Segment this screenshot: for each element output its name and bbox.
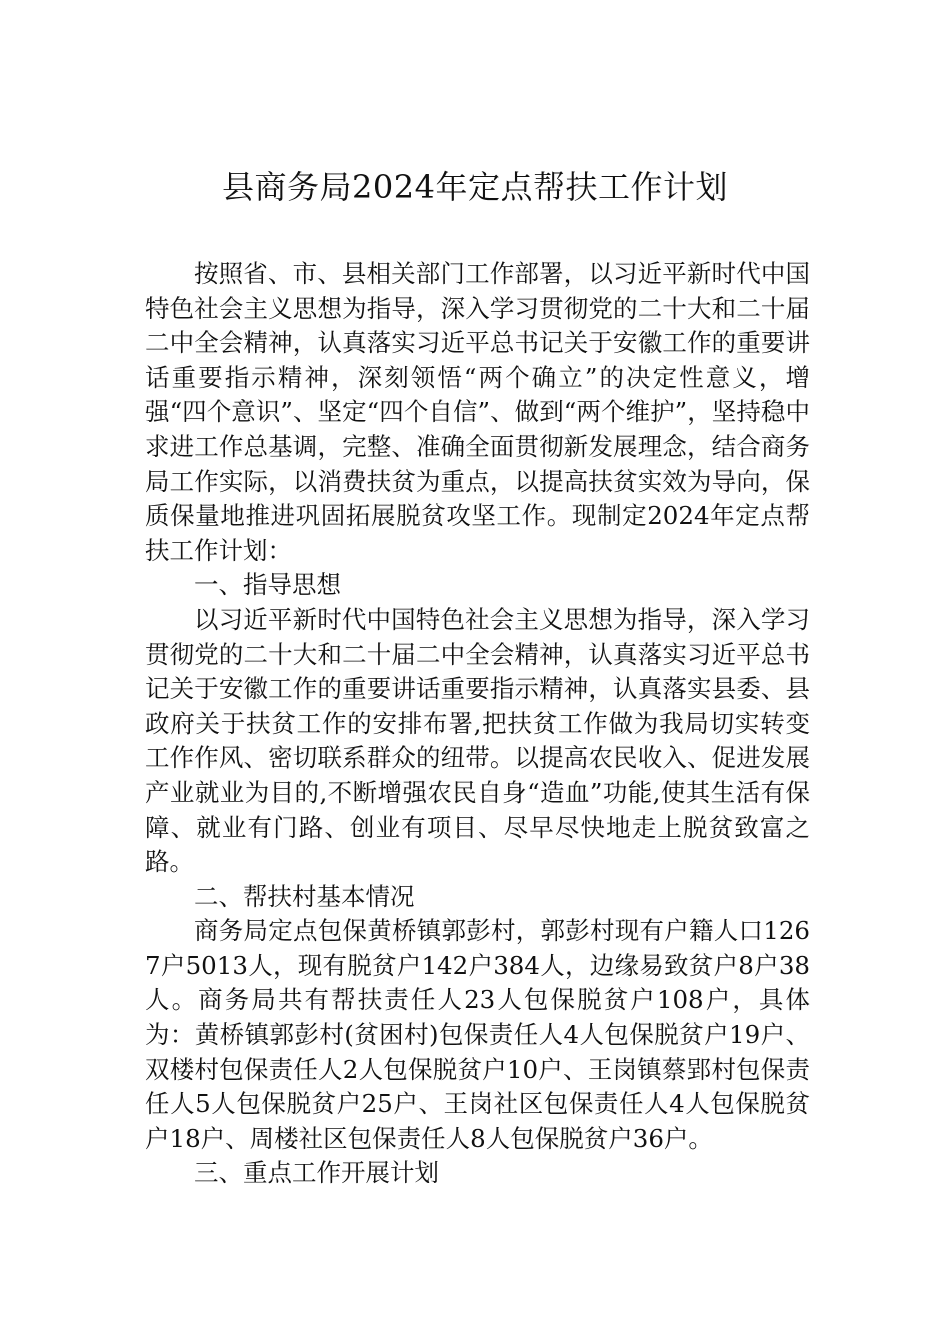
document-body <box>145 257 810 1191</box>
section-paragraph-guiding-ideology: 以习近平新时代中国特色社会主义思想为指导，深入学习贯彻党的二十大和二十届二中全会精神，认真落实习近平总书记关于安徽工作的重要讲话重要指示精神，认真落实县委、县政府关于扶贫工作的安排布署,把扶贫工作做为我局切实转变工作作风、密切联系群众的纽带。以提高农民收入、促进发展产业就业为目的,不断增强农民自身“造血”功能,使其生活有保障、就业有门路、创业有项目、尽早尽快地走上脱贫致富之路。 <box>145 604 810 877</box>
section-heading-guiding-ideology: 一、指导思想 <box>194 570 341 600</box>
document-title: 县商务局2024年定点帮扶工作计划 <box>222 168 728 206</box>
section-heading-village-situation: 二、帮扶村基本情况 <box>194 881 415 911</box>
section-paragraph-village-situation: 商务局定点包保黄桥镇郭彭村，郭彭村现有户籍人口1267户5013人，现有脱贫户142户384人，边缘易致贫户8户38人。商务局共有帮扶责任人23人包保脱贫户108户，具体为：黄桥镇郭彭村(贫困村)包保责任人4人包保脱贫户19户、双楼村包保责任人2人包保脱贫户10户、王岗镇蔡郢村包保责任人5人包保脱贫户25户、王岗社区包保责任人4人包保脱贫户18户、周楼社区包保责任人8人包保脱贫户36户。 <box>145 916 810 1153</box>
intro-paragraph: 按照省、市、县相关部门工作部署，以习近平新时代中国特色社会主义思想为指导，深入学习贯彻党的二十大和二十届二中全会精神，认真落实习近平总书记关于安徽工作的重要讲话重要指示精神，深刻领悟“两个确立”的决定性意义，增强“四个意识”、坚定“四个自信”、做到“两个维护”，坚持稳中求进工作总基调，完整、准确全面贯彻新发展理念，结合商务局工作实际，以消费扶贫为重点，以提高扶贫实效为导向，保质保量地推进巩固拓展脱贫攻坚工作。现制定2024年定点帮扶工作计划： <box>145 259 810 565</box>
section-heading-key-work-plan: 三、重点工作开展计划 <box>194 1158 439 1188</box>
